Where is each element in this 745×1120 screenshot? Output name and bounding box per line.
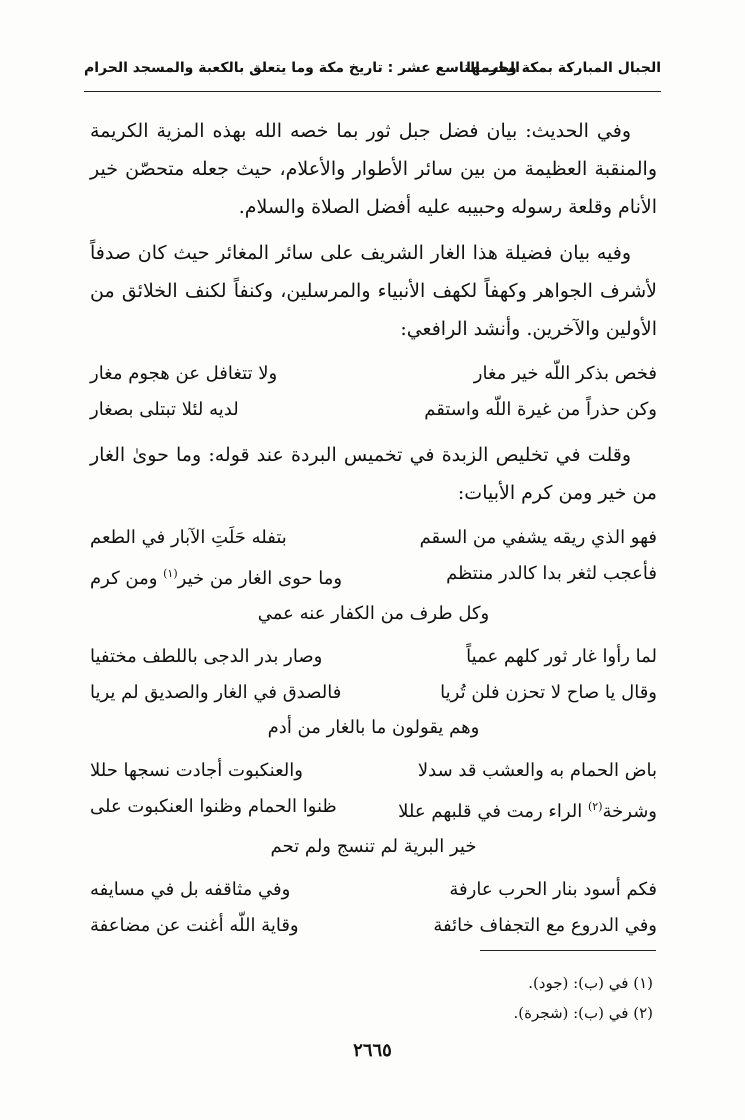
verse-first-hemistich: فأعجب لثغر بدا كالدر منتظم (446, 563, 657, 584)
verse-first-hemistich: لما رأوا غار ثور كلهم عمياً (466, 646, 657, 667)
hemistich-text: وما حوى الغار من خير (177, 568, 343, 589)
verse-second-hemistich: وفي مثاقفه بل في مسايفه (90, 879, 291, 900)
verse-first-hemistich: باض الحمام به والعشب قد سدلا (417, 760, 657, 781)
closing-hemistich: وكل طرف من الكفار عنه عمي (257, 603, 490, 624)
verse-first-hemistich: فكم أسود بنار الحرب عارفة (449, 879, 657, 900)
verse-second-hemistich (90, 556, 342, 597)
verse-second-hemistich: لديه لئلا تبتلى بصغار (90, 399, 239, 420)
hemistich-text-end: ومن كرم (90, 568, 164, 589)
hemistich-text-end: الراء رمت في قلبهم عللا (398, 801, 588, 822)
verse-line (90, 753, 657, 789)
footnote-marker-1: (١) (163, 567, 178, 580)
verse-second-hemistich: وقاية اللّه أغنت عن مضاعفة (90, 915, 299, 936)
verse-line (90, 520, 657, 556)
header-divider (84, 91, 661, 92)
verse-second-hemistich: ظنوا الحمام وظنوا العنكبوت على (90, 796, 337, 817)
running-header (84, 60, 661, 84)
verse-line (90, 675, 657, 711)
verse-second-hemistich: والعنكبوت أجادت نسجها حللا (90, 760, 303, 781)
verse-line (90, 908, 657, 944)
verse-line (90, 872, 657, 908)
footnotes (514, 968, 654, 1028)
verse-line (90, 556, 657, 597)
verse-second-hemistich: ولا تتغافل عن هجوم مغار (90, 363, 278, 384)
verse-second-hemistich: وصار بدر الدجى باللطف مختفيا (90, 646, 323, 667)
verse-first-hemistich: فخص بذكر اللّه خير مغار (473, 363, 657, 384)
verse-second-hemistich: بتفله حَلَتِ الآبار في الطعم (90, 527, 287, 548)
main-text (90, 112, 657, 944)
header-book-title: الجبال المباركة بمكة وحرمها (466, 60, 661, 76)
verse-first-hemistich: وقال يا صاح لا تحزن فلن تُريا (440, 682, 657, 703)
verse-first-hemistich: وفي الدروع مع التجفاف خائفة (433, 915, 657, 936)
verse-second-hemistich: فالصدق في الغار والصديق لم يريا (90, 682, 342, 703)
footnote-1: (١) في (ب): (جود). (528, 974, 653, 992)
paragraph-1: وفي الحديث: بيان فضل جبل ثور بما خصه الله بهذه المزية الكريمة والمنقبة العظيمة من بين سائر الأطوار والأعلام، حيث جعله متحصّن خير الأنام وقلعة رسوله وحبيبه عليه أفضل الصلاة والسلام. (90, 120, 657, 218)
verse-line (90, 639, 657, 675)
footnote-marker-2: (٢) (588, 800, 603, 813)
paragraph-3: وقلت في تخليص الزبدة في تخميس البردة عند قوله: وما حوىٰ الغار من خير ومن كرم الأبيات: (90, 444, 657, 504)
page-number: ٢٦٦٥ (353, 1040, 392, 1061)
verse-first-hemistich: وكن حذراً من غيرة اللّه واستقم (424, 399, 657, 420)
closing-hemistich: خير البرية لم تنسج ولم تحم (270, 836, 477, 857)
verse-first-hemistich: فهو الذي ريقه يشفي من السقم (419, 527, 657, 548)
verse-line (90, 356, 657, 392)
hemistich-text: وشرخة (602, 801, 657, 822)
footnote-divider (480, 950, 656, 951)
paragraph-2: وفيه بيان فضيلة هذا الغار الشريف على سائر المغائر حيث كان صدفاً لأشرف الجواهر وكهفاً لكهف الأنبياء والمرسلين، وكنفاً لكنف الخلائق من الأولين والآخرين. وأنشد الرافعي: (90, 242, 657, 340)
footnote-2: (٢) في (ب): (شجرة). (513, 1004, 653, 1022)
header-chapter-title: الباب التاسع عشر : تاريخ مكة وما يتعلق بالكعبة والمسجد الحرام (84, 60, 520, 76)
verse-line (90, 392, 657, 428)
closing-hemistich: وهم يقولون ما بالغار من أدم (267, 717, 480, 738)
verse-line (90, 789, 657, 830)
verse-first-hemistich (398, 789, 657, 830)
